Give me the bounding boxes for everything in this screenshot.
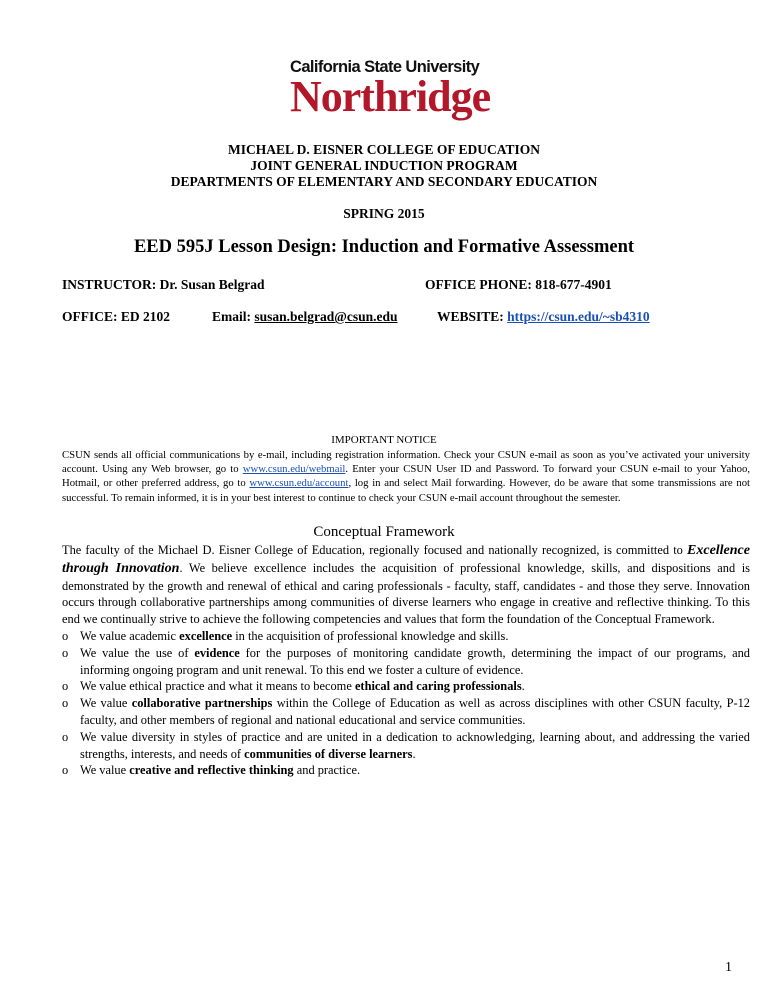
course-title: EED 595J Lesson Design: Induction and Formative Assessment bbox=[133, 237, 635, 257]
value-text: . bbox=[521, 679, 525, 694]
bullet-icon: o bbox=[62, 679, 69, 694]
value-text: We value bbox=[80, 763, 127, 778]
notice-text-1: CSUN sends all official communications by e-mail, including registration information. Check your CSUN e-mail as soon as you’ve activated your university account. Using any Web browser, go to bbox=[62, 449, 750, 476]
value-bold: communities of diverse learners bbox=[244, 746, 413, 761]
bullet-icon: o bbox=[62, 696, 69, 711]
logo-university-text: California State University bbox=[290, 58, 480, 76]
university-logo bbox=[290, 58, 491, 124]
departments-name: DEPARTMENTS OF ELEMENTARY AND SECONDARY EDUCATION bbox=[170, 174, 598, 189]
value-text: We value bbox=[80, 696, 128, 711]
value-item bbox=[62, 645, 750, 679]
website-line bbox=[437, 309, 650, 325]
term: SPRING 2015 bbox=[343, 206, 425, 221]
value-item bbox=[62, 628, 750, 645]
page-number: 1 bbox=[725, 960, 732, 975]
notice-body bbox=[62, 448, 750, 505]
email-label: Email: bbox=[212, 309, 251, 324]
value-item bbox=[62, 762, 750, 779]
notice-text-2: . Enter your CSUN User ID and Password. To forward your CSUN e-mail to your Yahoo, Hotmail, or other preferred address, go to bbox=[62, 463, 751, 490]
values-list bbox=[62, 628, 750, 779]
website-label: WEBSITE: bbox=[437, 309, 504, 324]
value-text: We value ethical practice and what it means to become bbox=[80, 679, 352, 694]
value-text: We value diversity in styles of practice and are united in a dedication to acknowledging, learning about, and addressing the varied strengths, interests, and needs of bbox=[80, 729, 750, 761]
framework-title: Conceptual Framework bbox=[313, 524, 455, 540]
framework-emphasis: Excellence through Innovation bbox=[62, 543, 750, 576]
framework-intro-b: . We believe excellence includes the acquisition of professional knowledge, skills, and dispositions and is demonstrated by the growth and renewal of ethical and caring professionals - faculty, staff, candidates - and those they serve. Innovation occurs through collaborative partnerships among communities of diverse learners who engage in creative and reflective thinking. To this end we continually strive to achieve the following competencies and values that form the foundation of the Conceptual Framework. bbox=[62, 560, 750, 627]
email-line bbox=[212, 309, 397, 325]
notice-text-3: , log in and select Mail forwarding. However, do be aware that some transmissions are not successful. To remain informed, it is in your best interest to continue to check your CSUN e-mail account throughout the semester. bbox=[62, 477, 751, 504]
email-link[interactable]: susan.belgrad@csun.edu bbox=[254, 309, 398, 324]
value-text: . bbox=[412, 746, 416, 761]
account-link[interactable]: www.csun.edu/account bbox=[249, 477, 349, 490]
office-location: OFFICE: ED 2102 bbox=[62, 309, 170, 324]
value-text: We value academic bbox=[80, 628, 177, 643]
value-bold: ethical and caring professionals bbox=[354, 679, 522, 694]
value-text: within the College of Education as well as across disciplines with other CSUN faculty, P-12 faculty, and other members of regional and national educational and service communities. bbox=[80, 696, 750, 727]
framework-intro-a: The faculty of the Michael D. Eisner College of Education, regionally focused and nationally recognized, is committed to bbox=[62, 543, 683, 557]
logo-campus-text: Northridge bbox=[290, 72, 491, 121]
office-phone: OFFICE PHONE: 818-677-4901 bbox=[425, 277, 612, 292]
value-item bbox=[62, 678, 750, 695]
college-name: MICHAEL D. EISNER COLLEGE OF EDUCATION bbox=[227, 142, 541, 157]
framework-intro bbox=[62, 542, 750, 628]
framework-body bbox=[62, 542, 750, 779]
value-bold: creative and reflective thinking bbox=[129, 763, 294, 778]
value-bold: evidence bbox=[194, 645, 240, 660]
value-bold: excellence bbox=[179, 628, 233, 643]
bullet-icon: o bbox=[62, 729, 69, 744]
instructor-name: INSTRUCTOR: Dr. Susan Belgrad bbox=[62, 277, 265, 292]
bullet-icon: o bbox=[62, 628, 69, 643]
value-item bbox=[62, 695, 750, 729]
value-item bbox=[62, 729, 750, 763]
value-text: for the purposes of monitoring candidate growth, determining the impact of our programs, and informing ongoing program and unit renewal. To this end we foster a culture of evidence. bbox=[80, 645, 750, 677]
bullet-icon: o bbox=[62, 645, 69, 660]
value-text: We value the use of bbox=[80, 645, 189, 660]
bullet-icon: o bbox=[62, 763, 69, 778]
value-text: in the acquisition of professional knowledge and skills. bbox=[235, 628, 509, 643]
notice-title: IMPORTANT NOTICE bbox=[331, 434, 437, 446]
webmail-link[interactable]: www.csun.edu/webmail bbox=[242, 463, 346, 476]
website-link[interactable]: https://csun.edu/~sb4310 bbox=[507, 309, 650, 324]
value-bold: collaborative partnerships bbox=[131, 696, 273, 711]
program-name: JOINT GENERAL INDUCTION PROGRAM bbox=[250, 158, 518, 173]
value-text: and practice. bbox=[296, 763, 361, 778]
